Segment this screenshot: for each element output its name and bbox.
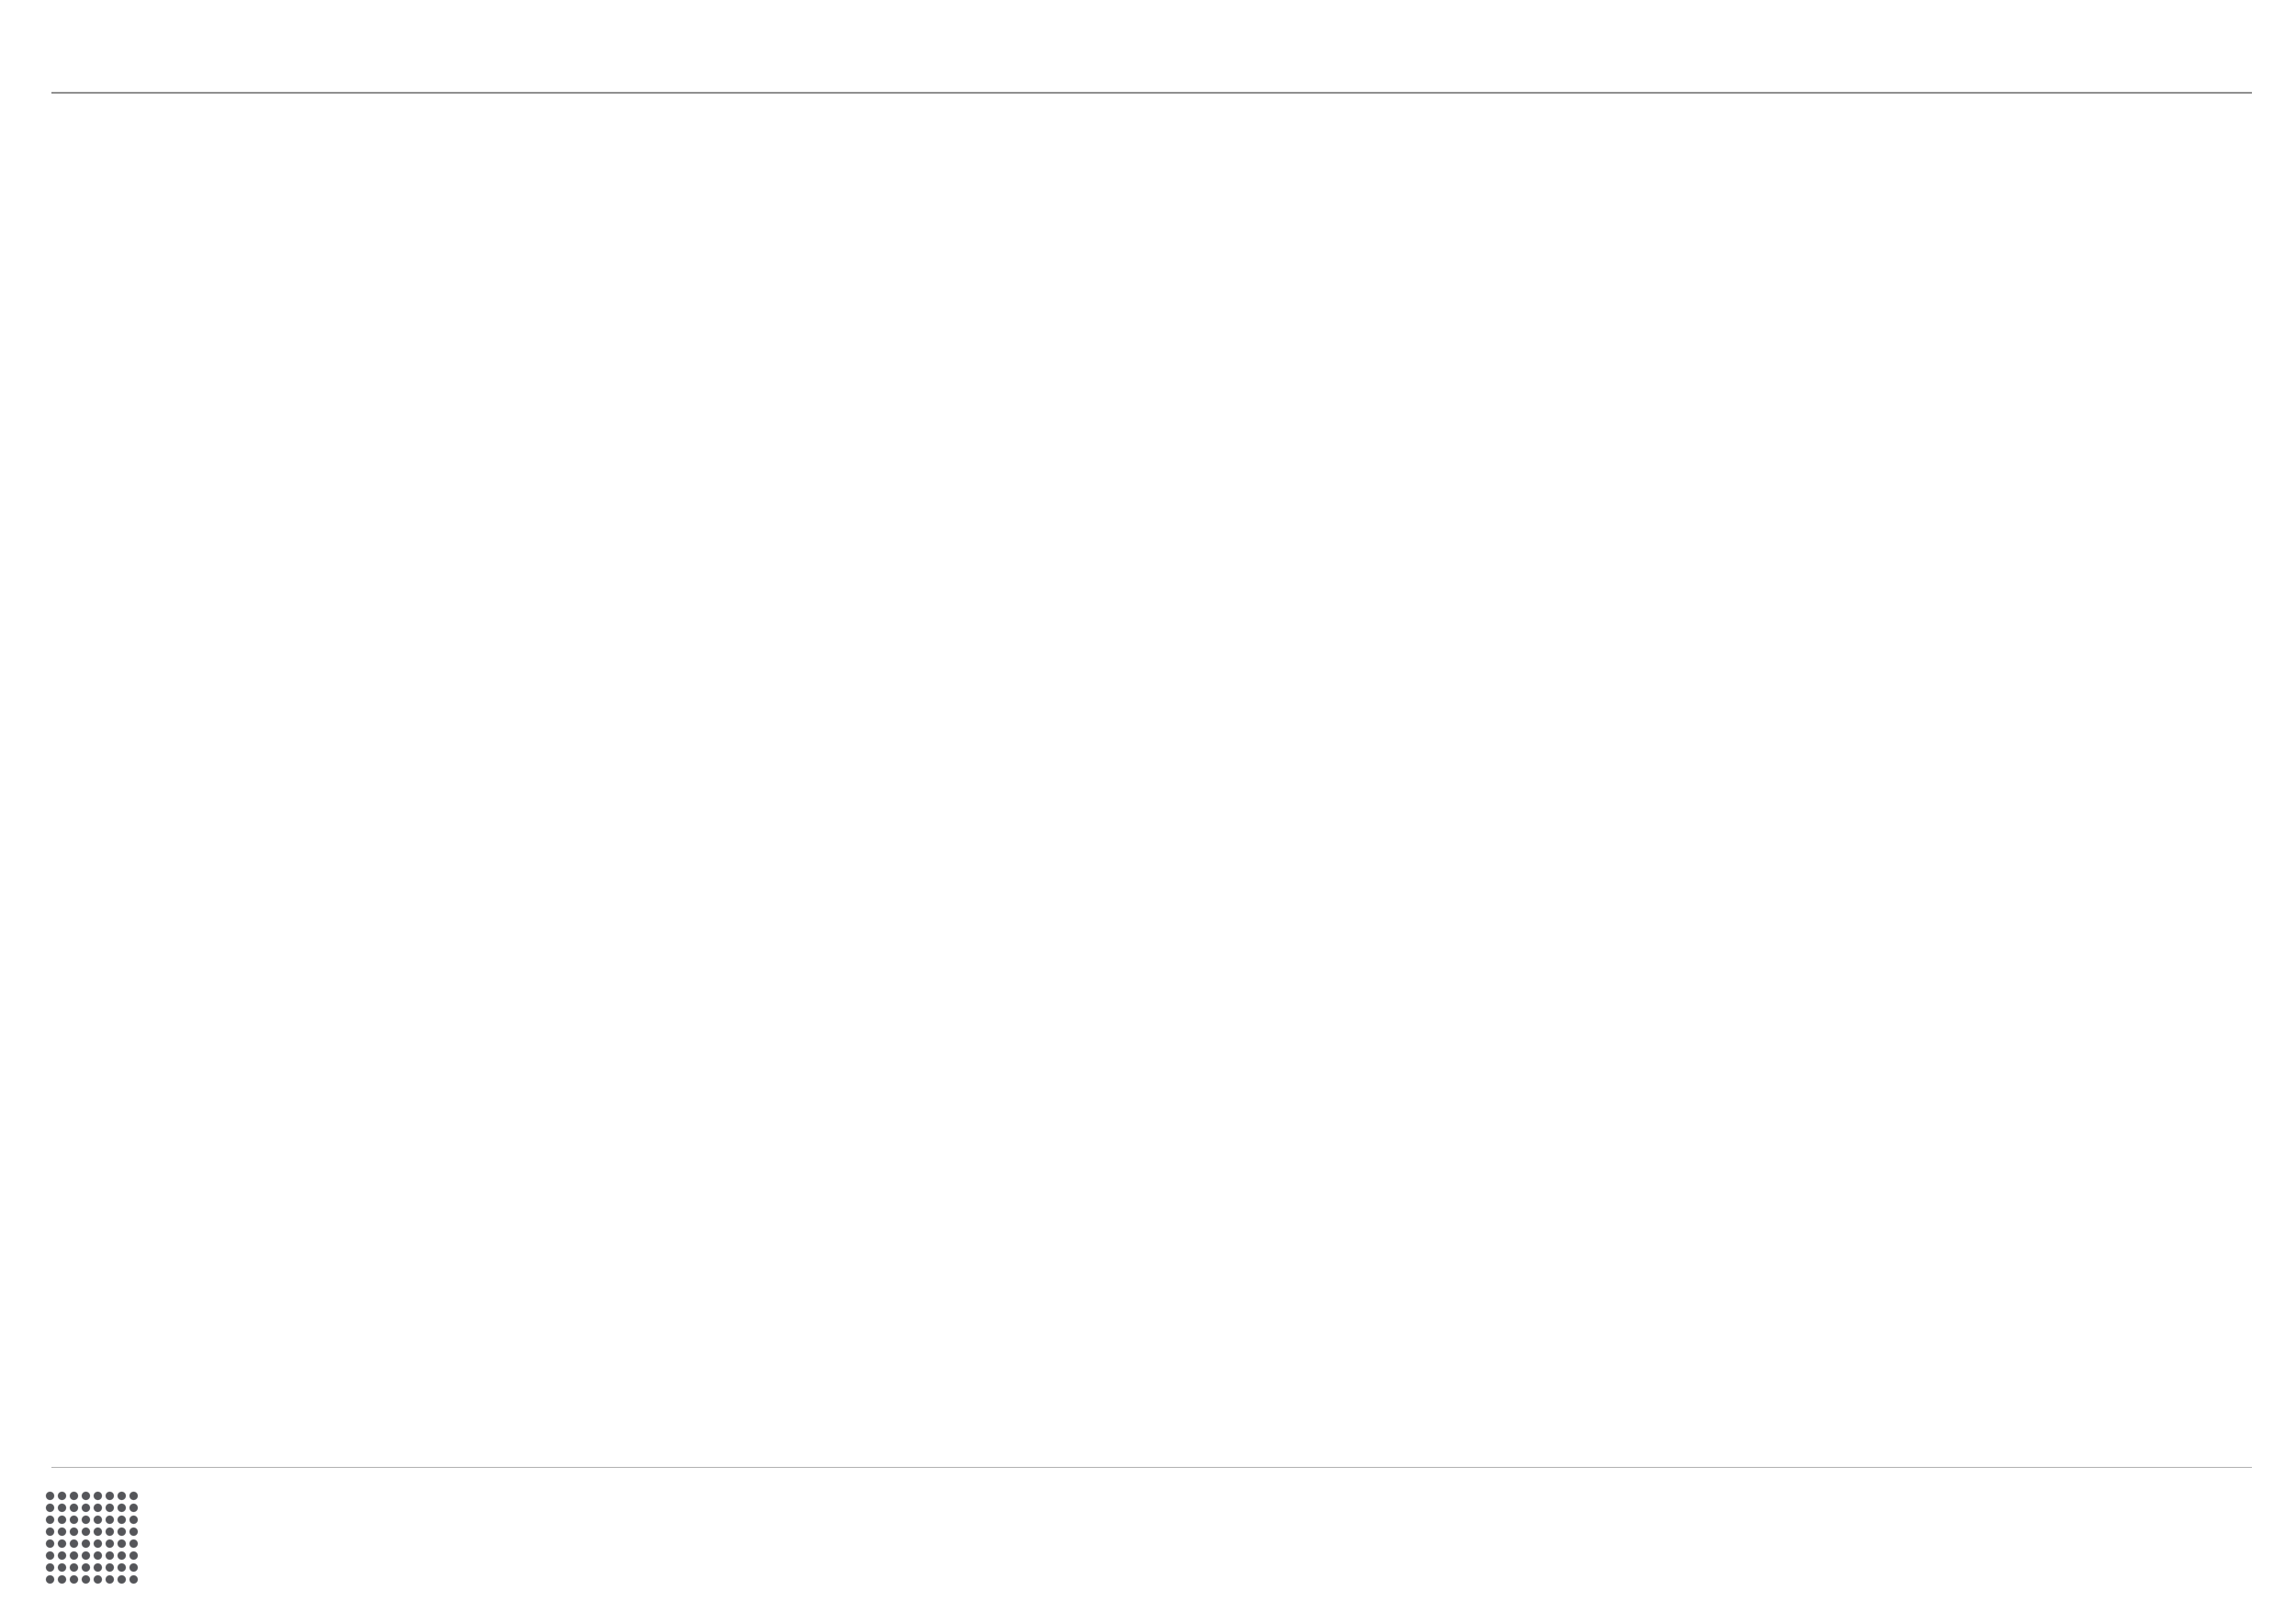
jason-bruges-studio-logo (44, 1490, 149, 1585)
logo-dot-matrix-icon (44, 1490, 140, 1585)
